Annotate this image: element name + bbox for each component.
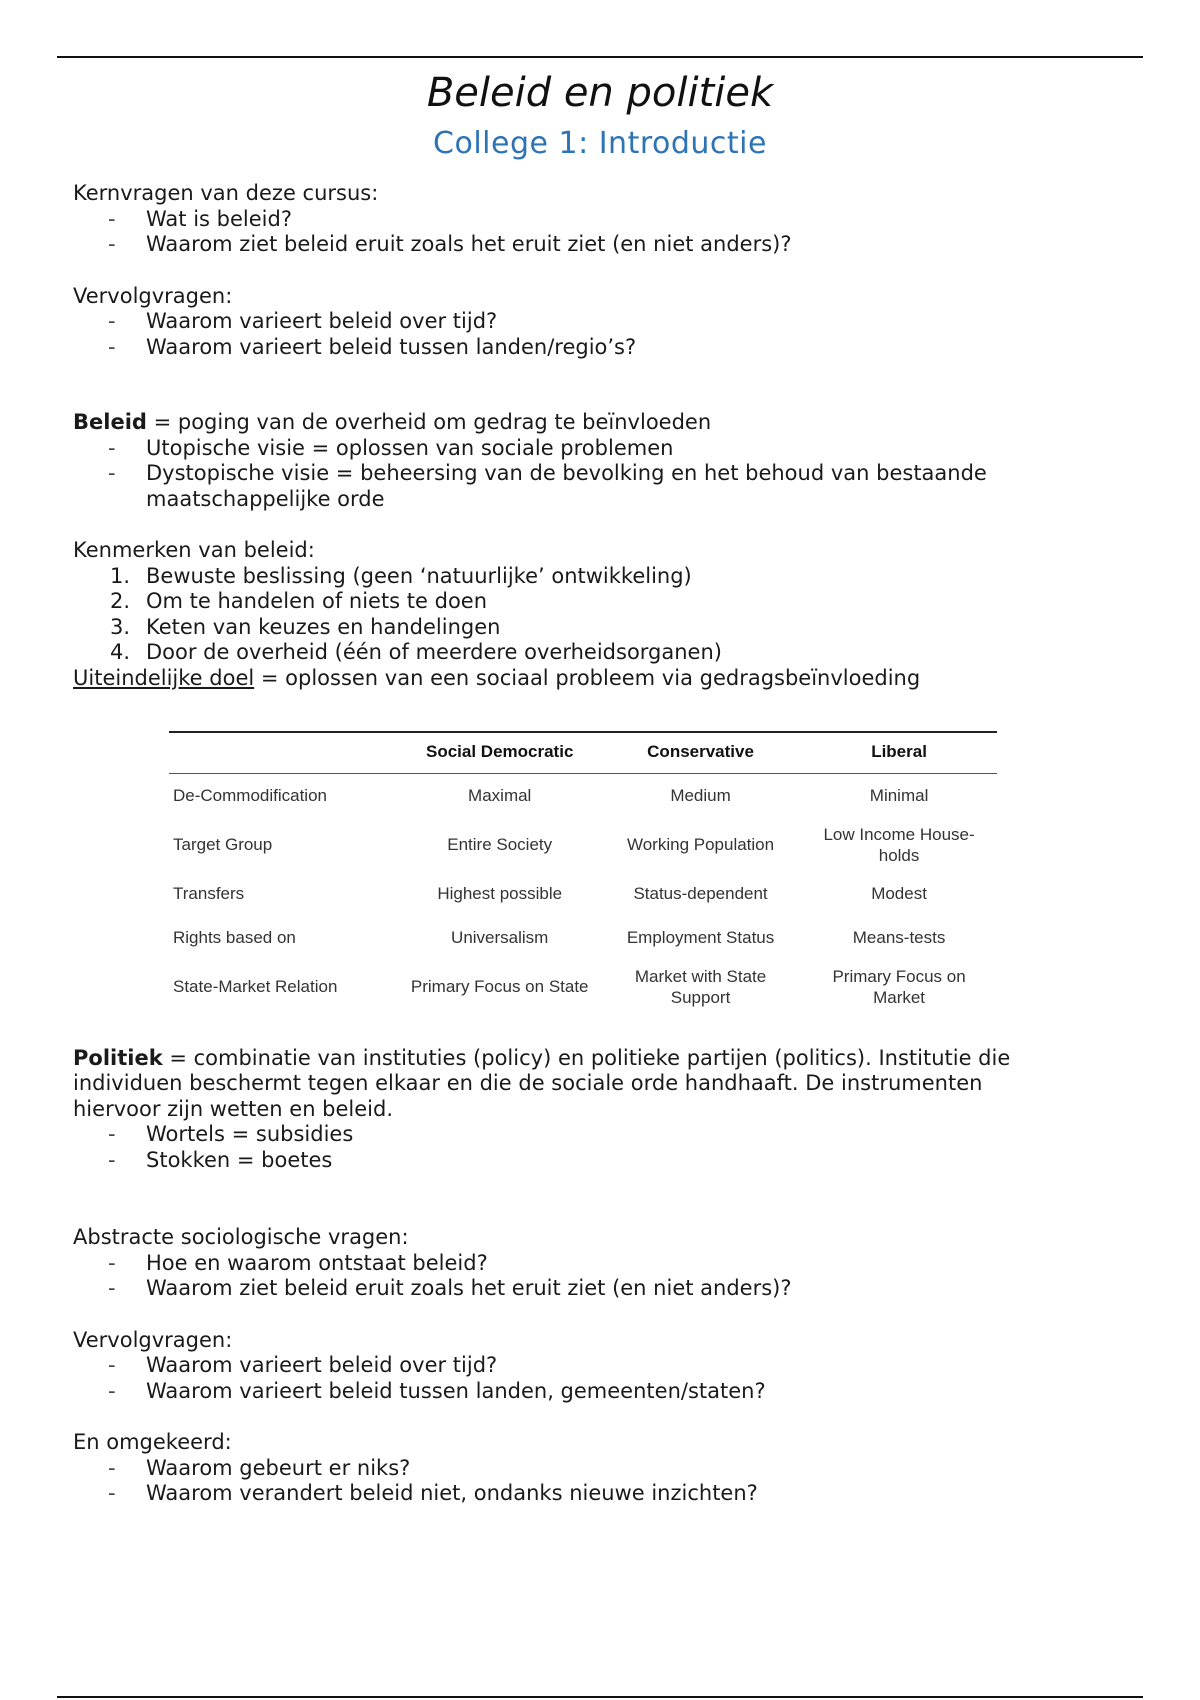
document-body <box>73 181 1073 1507</box>
politiek-instruments-list <box>73 1122 1073 1173</box>
list-item: 1. Bewuste beslissing (geen ‘natuurlijke’ ontwikkeling) <box>110 563 692 588</box>
table-cell: Employment Status <box>626 928 775 947</box>
list-item: 2. Om te handelen of niets te doen <box>110 589 488 613</box>
table-cell: De-Commodification <box>173 786 327 805</box>
table-cell: Minimal <box>869 786 929 805</box>
welfare-regimes-table-wrapper <box>169 731 997 1014</box>
table-header: Liberal <box>801 732 997 773</box>
list-item: - Waarom verandert beleid niet, ondanks nieuwe inzichten? <box>108 1481 758 1505</box>
table-cell: Working Population <box>626 835 775 854</box>
politiek-definition: Politiek = combinatie van instituties (policy) en politieke partijen (politics). Institutie die individuen beschermt tegen elkaar en die de sociale orde handhaaft. De instrumenten hiervoor zijn wetten en beleid. <box>73 1045 1011 1121</box>
abstract-questions-list <box>73 1251 1073 1302</box>
list-item: - Waarom varieert beleid tussen landen/regio’s? <box>108 334 637 359</box>
table-row <box>169 960 997 1014</box>
list-item: - Waarom varieert beleid over tijd? <box>108 1353 498 1377</box>
list-item: - Utopische visie = oplossen van sociale problemen <box>108 435 674 460</box>
list-item: - Waarom ziet beleid eruit zoals het eruit ziet (en niet anders)? <box>108 1276 792 1300</box>
table-cell: Status-dependent <box>633 884 768 903</box>
table-cell: Primary Focus on Market <box>832 966 966 1007</box>
list-item: 4. Door de overheid (één of meerdere overheidsorganen) <box>110 640 722 664</box>
list-item: 3. Keten van keuzes en handelingen <box>110 614 501 639</box>
table-row <box>169 872 997 916</box>
table-header <box>169 732 399 773</box>
table-cell: Modest <box>871 884 927 903</box>
beleid-term: Beleid <box>73 410 147 434</box>
table-header-row <box>169 732 997 773</box>
page-title: Beleid en politiek <box>426 70 774 116</box>
abstract-questions-heading: Abstracte sociologische vragen: <box>73 1225 409 1249</box>
table-cell: Primary Focus on State <box>410 977 589 996</box>
table-cell: Target Group <box>173 835 273 854</box>
list-item: - Stokken = boetes <box>108 1147 333 1172</box>
list-item: - Waarom varieert beleid tussen landen, gemeenten/staten? <box>108 1378 766 1403</box>
top-rule <box>57 56 1143 58</box>
table-cell: Medium <box>670 786 731 805</box>
ultimate-goal: Uiteindelijke doel = oplossen van een sociaal probleem via gedragsbeïnvloeding <box>73 665 921 690</box>
followup-questions-list-2 <box>73 1353 1073 1404</box>
table-cell: Universalism <box>451 928 549 947</box>
table-cell: Low Income House-holds <box>823 824 975 865</box>
list-item: - Wortels = subsidies <box>108 1122 354 1146</box>
page-subtitle: College 1: Introductie <box>433 126 767 161</box>
table-header: Social Democratic <box>399 732 600 773</box>
followup-questions-list <box>73 309 1073 360</box>
list-item: - Wat is beleid? <box>108 206 292 231</box>
followup-questions-heading-2: Vervolgvragen: <box>73 1327 233 1352</box>
characteristics-list <box>73 564 1073 666</box>
core-questions-heading: Kernvragen van deze cursus: <box>73 181 379 205</box>
reverse-questions-list <box>73 1456 1073 1507</box>
beleid-definition: Beleid = poging van de overheid om gedrag te beïnvloeden <box>73 410 712 434</box>
table-cell: Market with State Support <box>634 966 767 1007</box>
list-item: - Dystopische visie = beheersing van de bevolking en het behoud van bestaande maatschappelijke orde <box>108 461 987 511</box>
reverse-questions-heading: En omgekeerd: <box>73 1430 232 1454</box>
table-cell: Transfers <box>173 884 245 903</box>
core-questions-list <box>73 207 1073 258</box>
ultimate-goal-term: Uiteindelijke doel <box>73 665 255 690</box>
welfare-regimes-table <box>169 731 997 1014</box>
characteristics-heading: Kenmerken van beleid: <box>73 538 315 562</box>
list-item: - Waarom varieert beleid over tijd? <box>108 309 498 333</box>
followup-questions-heading: Vervolgvragen: <box>73 283 233 308</box>
table-row <box>169 818 997 872</box>
table-row <box>169 773 997 818</box>
table-cell: Highest possible <box>437 884 563 903</box>
list-item: - Waarom gebeurt er niks? <box>108 1455 411 1480</box>
table-cell: State-Market Relation <box>173 977 338 996</box>
table-cell: Means-tests <box>852 928 946 947</box>
table-cell: Entire Society <box>447 835 553 854</box>
bottom-rule <box>57 1696 1143 1698</box>
table-row <box>169 916 997 960</box>
table-cell: Rights based on <box>173 928 296 947</box>
table-cell: Maximal <box>468 786 532 805</box>
list-item: - Hoe en waarom ontstaat beleid? <box>108 1250 488 1275</box>
politiek-term: Politiek <box>73 1045 163 1070</box>
list-item: - Waarom ziet beleid eruit zoals het eruit ziet (en niet anders)? <box>108 232 792 256</box>
table-header: Conservative <box>600 732 801 773</box>
beleid-visions-list <box>73 436 1073 513</box>
